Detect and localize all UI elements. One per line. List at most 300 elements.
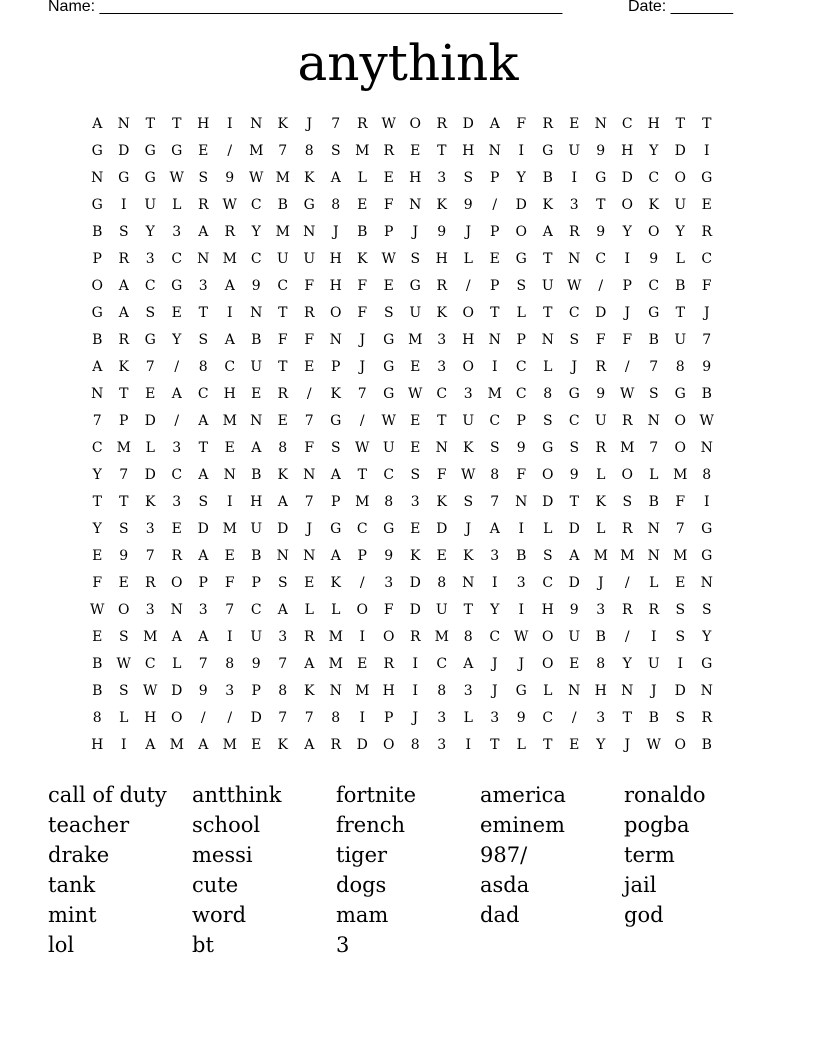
grid-letter: J: [359, 359, 366, 375]
grid-letter: E: [569, 737, 580, 753]
grid-letter: D: [118, 143, 130, 159]
grid-letter: N: [621, 683, 634, 699]
grid-letter: W: [143, 683, 158, 699]
grid-letter: H: [91, 737, 104, 753]
grid-letter: N: [568, 251, 581, 267]
grid-letter: N: [250, 305, 263, 321]
grid-letter: 7: [331, 116, 341, 132]
grid-letter: M: [222, 251, 237, 267]
grid-letter: G: [91, 197, 103, 213]
grid-letter: K: [277, 467, 288, 483]
grid-letter: G: [171, 143, 183, 159]
grid-letter: P: [331, 494, 341, 510]
grid-letter: S: [463, 170, 474, 186]
grid-letter: D: [250, 710, 262, 726]
grid-letter: Y: [649, 143, 659, 159]
grid-letter: H: [329, 278, 342, 294]
grid-letter: C: [144, 656, 156, 672]
grid-row: [84, 438, 720, 465]
grid-letter: R: [356, 116, 368, 132]
grid-letter: 7: [225, 602, 235, 618]
grid-letter: N: [303, 548, 316, 564]
grid-letter: R: [701, 710, 713, 726]
grid-letter: I: [226, 305, 233, 321]
grid-letter: F: [304, 332, 315, 348]
grid-letter: N: [568, 683, 581, 699]
grid-letter: T: [92, 494, 102, 510]
grid-letter: I: [518, 602, 525, 618]
grid-letter: J: [306, 521, 313, 537]
word-list: [48, 780, 768, 960]
grid-letter: T: [119, 386, 129, 402]
grid-letter: 8: [463, 629, 473, 645]
grid-letter: Y: [675, 224, 685, 240]
grid-letter: M: [487, 386, 502, 402]
word-list-item: ronaldo: [624, 783, 706, 807]
grid-letter: T: [172, 116, 182, 132]
grid-letter: 8: [331, 710, 341, 726]
grid-letter: K: [410, 548, 421, 564]
grid-letter: T: [675, 116, 685, 132]
grid-letter: E: [569, 656, 580, 672]
grid-letter: 9: [649, 251, 659, 267]
grid-letter: 7: [145, 359, 155, 375]
grid-row: [84, 114, 720, 141]
grid-letter: W: [90, 602, 105, 618]
grid-letter: A: [118, 278, 129, 294]
grid-letter: G: [701, 656, 713, 672]
grid-letter: R: [701, 224, 713, 240]
grid-letter: A: [489, 521, 500, 537]
grid-letter: S: [489, 440, 500, 456]
grid-letter: E: [357, 656, 368, 672]
grid-letter: L: [675, 251, 685, 267]
grid-letter: 8: [384, 494, 394, 510]
grid-letter: S: [622, 494, 633, 510]
grid-letter: P: [490, 278, 500, 294]
grid-letter: G: [701, 548, 713, 564]
grid-letter: E: [569, 116, 580, 132]
grid-letter: W: [116, 656, 131, 672]
grid-letter: W: [222, 197, 237, 213]
grid-letter: R: [436, 116, 448, 132]
grid-letter: 3: [596, 710, 606, 726]
grid-letter: G: [515, 251, 527, 267]
grid-letter: S: [118, 224, 129, 240]
grid-letter: 7: [278, 143, 288, 159]
word-list-item: pogba: [624, 813, 690, 837]
grid-letter: J: [491, 683, 498, 699]
grid-letter: 7: [119, 467, 129, 483]
grid-letter: T: [437, 413, 447, 429]
grid-letter: L: [543, 683, 553, 699]
word-list-item: french: [336, 813, 406, 837]
word-list-item: mint: [48, 903, 97, 927]
grid-letter: M: [620, 548, 635, 564]
grid-letter: F: [304, 440, 315, 456]
grid-letter: L: [543, 359, 553, 375]
grid-letter: M: [593, 548, 608, 564]
grid-letter: P: [384, 710, 394, 726]
grid-letter: A: [118, 305, 129, 321]
grid-letter: 8: [225, 656, 235, 672]
grid-letter: B: [251, 548, 262, 564]
grid-letter: J: [491, 656, 498, 672]
grid-row: [84, 195, 720, 222]
grid-letter: I: [624, 251, 631, 267]
grid-letter: K: [463, 548, 474, 564]
grid-letter: 8: [331, 197, 341, 213]
grid-letter: L: [463, 251, 473, 267]
grid-letter: L: [516, 305, 526, 321]
grid-letter: N: [647, 413, 660, 429]
grid-letter: 3: [437, 332, 447, 348]
grid-letter: N: [515, 494, 528, 510]
grid-letter: I: [226, 116, 233, 132]
grid-letter: I: [359, 629, 366, 645]
grid-letter: L: [516, 737, 526, 753]
grid-letter: K: [304, 170, 315, 186]
grid-letter: S: [118, 629, 129, 645]
grid-letter: B: [701, 386, 712, 402]
grid-letter: A: [198, 737, 209, 753]
grid-letter: L: [172, 656, 182, 672]
grid-letter: A: [304, 737, 315, 753]
grid-letter: U: [276, 251, 289, 267]
grid-letter: C: [224, 359, 236, 375]
grid-letter: 9: [384, 548, 394, 564]
grid-letter: T: [357, 467, 367, 483]
grid-letter: E: [145, 386, 156, 402]
grid-letter: G: [91, 305, 103, 321]
grid-letter: Y: [145, 224, 155, 240]
grid-letter: C: [171, 251, 183, 267]
grid-letter: E: [410, 359, 421, 375]
grid-letter: 3: [437, 359, 447, 375]
grid-letter: E: [410, 413, 421, 429]
grid-letter: N: [329, 683, 342, 699]
grid-letter: A: [330, 170, 341, 186]
grid-letter: E: [304, 359, 315, 375]
word-list-item: dad: [480, 903, 520, 927]
grid-letter: S: [410, 467, 421, 483]
grid-letter: 9: [596, 224, 606, 240]
grid-letter: I: [226, 494, 233, 510]
grid-letter: H: [462, 332, 475, 348]
grid-letter: S: [118, 683, 129, 699]
grid-letter: C: [250, 197, 262, 213]
grid-letter: P: [357, 548, 367, 564]
grid-letter: J: [571, 359, 578, 375]
grid-letter: A: [198, 629, 209, 645]
grid-letter: 7: [198, 656, 208, 672]
grid-letter: D: [674, 143, 686, 159]
grid-letter: N: [223, 467, 236, 483]
grid-letter: N: [488, 143, 501, 159]
grid-letter: /: [306, 386, 312, 402]
grid-letter: O: [674, 440, 686, 456]
grid-letter: T: [543, 305, 553, 321]
grid-letter: G: [674, 386, 686, 402]
grid-row: [84, 222, 720, 249]
grid-letter: A: [251, 440, 262, 456]
grid-letter: J: [650, 683, 657, 699]
grid-letter: S: [198, 170, 209, 186]
grid-letter: E: [383, 278, 394, 294]
grid-letter: N: [91, 170, 104, 186]
grid-letter: 8: [437, 683, 447, 699]
grid-letter: W: [461, 467, 476, 483]
grid-letter: C: [197, 386, 209, 402]
grid-letter: C: [648, 170, 660, 186]
grid-letter: O: [674, 413, 686, 429]
grid-letter: 9: [516, 440, 526, 456]
grid-letter: E: [304, 575, 315, 591]
grid-letter: H: [435, 251, 448, 267]
grid-letter: R: [409, 629, 421, 645]
grid-letter: M: [169, 737, 184, 753]
grid-letter: N: [170, 602, 183, 618]
grid-letter: P: [490, 170, 500, 186]
grid-letter: A: [92, 359, 103, 375]
grid-letter: N: [250, 413, 263, 429]
grid-letter: 3: [172, 440, 182, 456]
grid-letter: U: [568, 629, 581, 645]
grid-letter: Y: [622, 224, 632, 240]
grid-letter: M: [143, 629, 158, 645]
grid-letter: U: [409, 305, 422, 321]
grid-letter: E: [224, 440, 235, 456]
grid-letter: P: [384, 224, 394, 240]
grid-letter: A: [463, 656, 474, 672]
grid-row: [84, 654, 720, 681]
grid-letter: L: [649, 467, 659, 483]
grid-row: [84, 249, 720, 276]
grid-letter: P: [251, 683, 261, 699]
grid-letter: N: [488, 332, 501, 348]
grid-letter: E: [675, 575, 686, 591]
grid-letter: B: [701, 737, 712, 753]
grid-letter: C: [250, 602, 262, 618]
grid-letter: M: [222, 413, 237, 429]
grid-letter: J: [412, 710, 419, 726]
grid-letter: S: [277, 575, 288, 591]
grid-letter: W: [620, 386, 635, 402]
grid-letter: 9: [198, 683, 208, 699]
grid-letter: B: [357, 224, 368, 240]
grid-letter: B: [92, 683, 103, 699]
grid-letter: C: [277, 278, 289, 294]
grid-letter: D: [595, 305, 607, 321]
grid-letter: A: [198, 224, 209, 240]
grid-letter: 3: [463, 683, 473, 699]
grid-letter: B: [277, 197, 288, 213]
grid-letter: E: [410, 143, 421, 159]
grid-row: [84, 573, 720, 600]
grid-letter: 8: [198, 359, 208, 375]
grid-letter: G: [383, 332, 395, 348]
grid-letter: M: [355, 143, 370, 159]
grid-letter: C: [171, 467, 183, 483]
grid-letter: Y: [702, 629, 712, 645]
grid-letter: G: [330, 521, 342, 537]
grid-letter: K: [330, 386, 341, 402]
grid-letter: M: [355, 683, 370, 699]
grid-letter: O: [674, 737, 686, 753]
grid-letter: 7: [702, 332, 712, 348]
grid-letter: 7: [278, 710, 288, 726]
grid-letter: U: [435, 602, 448, 618]
grid-letter: O: [409, 116, 421, 132]
grid-letter: E: [357, 197, 368, 213]
grid-letter: P: [622, 278, 632, 294]
grid-letter: F: [622, 332, 633, 348]
word-list-item: god: [624, 903, 664, 927]
grid-row: [84, 168, 720, 195]
grid-letter: M: [222, 737, 237, 753]
grid-letter: J: [624, 305, 631, 321]
grid-letter: T: [490, 305, 500, 321]
grid-letter: U: [303, 251, 316, 267]
grid-letter: H: [382, 683, 395, 699]
grid-letter: O: [621, 467, 633, 483]
grid-letter: 3: [410, 494, 420, 510]
grid-letter: A: [171, 629, 182, 645]
grid-letter: T: [543, 737, 553, 753]
grid-letter: G: [701, 170, 713, 186]
grid-letter: Y: [172, 332, 182, 348]
grid-letter: Y: [92, 521, 102, 537]
grid-letter: I: [703, 494, 710, 510]
grid-letter: J: [597, 575, 604, 591]
grid-letter: C: [436, 386, 448, 402]
grid-letter: R: [436, 278, 448, 294]
grid-letter: R: [330, 737, 342, 753]
grid-letter: S: [330, 440, 341, 456]
grid-letter: K: [648, 197, 659, 213]
grid-letter: M: [249, 143, 264, 159]
grid-letter: U: [382, 440, 395, 456]
grid-letter: K: [277, 116, 288, 132]
grid-letter: F: [516, 116, 527, 132]
grid-letter: H: [462, 143, 475, 159]
grid-letter: D: [356, 737, 368, 753]
grid-letter: S: [569, 332, 580, 348]
grid-letter: M: [673, 548, 688, 564]
grid-letter: /: [227, 143, 233, 159]
grid-letter: F: [595, 332, 606, 348]
grid-letter: H: [594, 683, 607, 699]
grid-letter: G: [515, 683, 527, 699]
grid-letter: 8: [596, 656, 606, 672]
grid-letter: K: [436, 197, 447, 213]
grid-letter: A: [330, 548, 341, 564]
grid-letter: R: [621, 521, 633, 537]
grid-letter: J: [624, 737, 631, 753]
grid-letter: D: [144, 413, 156, 429]
grid-row: [84, 708, 720, 735]
grid-letter: O: [330, 305, 342, 321]
grid-letter: N: [197, 251, 210, 267]
word-list-item: school: [192, 813, 261, 837]
grid-letter: O: [462, 359, 474, 375]
grid-letter: R: [277, 386, 289, 402]
grid-letter: D: [462, 116, 474, 132]
grid-letter: O: [171, 575, 183, 591]
grid-letter: S: [675, 710, 686, 726]
grid-letter: 3: [596, 602, 606, 618]
grid-letter: U: [250, 359, 263, 375]
grid-letter: 9: [702, 359, 712, 375]
grid-letter: L: [543, 521, 553, 537]
grid-letter: G: [383, 359, 395, 375]
grid-letter: 8: [490, 467, 500, 483]
word-list-item: drake: [48, 843, 110, 867]
grid-letter: R: [595, 359, 607, 375]
grid-letter: C: [568, 413, 580, 429]
grid-letter: P: [92, 251, 102, 267]
grid-row: [84, 519, 720, 546]
grid-letter: C: [489, 413, 501, 429]
grid-letter: /: [624, 359, 630, 375]
grid-letter: U: [568, 143, 581, 159]
grid-letter: G: [409, 278, 421, 294]
grid-letter: W: [646, 737, 661, 753]
grid-letter: O: [91, 278, 103, 294]
grid-letter: H: [409, 170, 422, 186]
grid-letter: C: [250, 251, 262, 267]
grid-letter: N: [91, 386, 104, 402]
grid-letter: N: [409, 197, 422, 213]
grid-letter: T: [463, 602, 473, 618]
grid-letter: O: [542, 629, 554, 645]
grid-letter: P: [251, 575, 261, 591]
grid-letter: M: [355, 494, 370, 510]
grid-letter: 8: [702, 467, 712, 483]
grid-letter: W: [567, 278, 582, 294]
grid-letter: G: [303, 197, 315, 213]
grid-letter: 3: [437, 710, 447, 726]
grid-letter: N: [700, 440, 713, 456]
grid-row: [84, 465, 720, 492]
grid-letter: 3: [172, 494, 182, 510]
grid-letter: J: [332, 224, 339, 240]
grid-letter: G: [595, 170, 607, 186]
grid-letter: O: [356, 602, 368, 618]
grid-letter: L: [596, 521, 606, 537]
grid-letter: O: [383, 629, 395, 645]
grid-letter: E: [277, 413, 288, 429]
grid-letter: A: [277, 494, 288, 510]
grid-letter: M: [222, 521, 237, 537]
grid-row: [84, 141, 720, 168]
grid-letter: /: [492, 197, 498, 213]
grid-row: [84, 276, 720, 303]
grid-letter: 9: [596, 143, 606, 159]
grid-letter: T: [198, 440, 208, 456]
grid-row: [84, 735, 720, 762]
grid-letter: P: [490, 224, 500, 240]
grid-letter: /: [174, 359, 180, 375]
grid-letter: I: [120, 737, 127, 753]
grid-letter: K: [542, 197, 553, 213]
grid-letter: H: [647, 116, 660, 132]
grid-letter: H: [250, 494, 263, 510]
grid-letter: N: [594, 116, 607, 132]
grid-letter: T: [543, 251, 553, 267]
grid-letter: I: [518, 143, 525, 159]
word-list-item: jail: [624, 873, 657, 897]
